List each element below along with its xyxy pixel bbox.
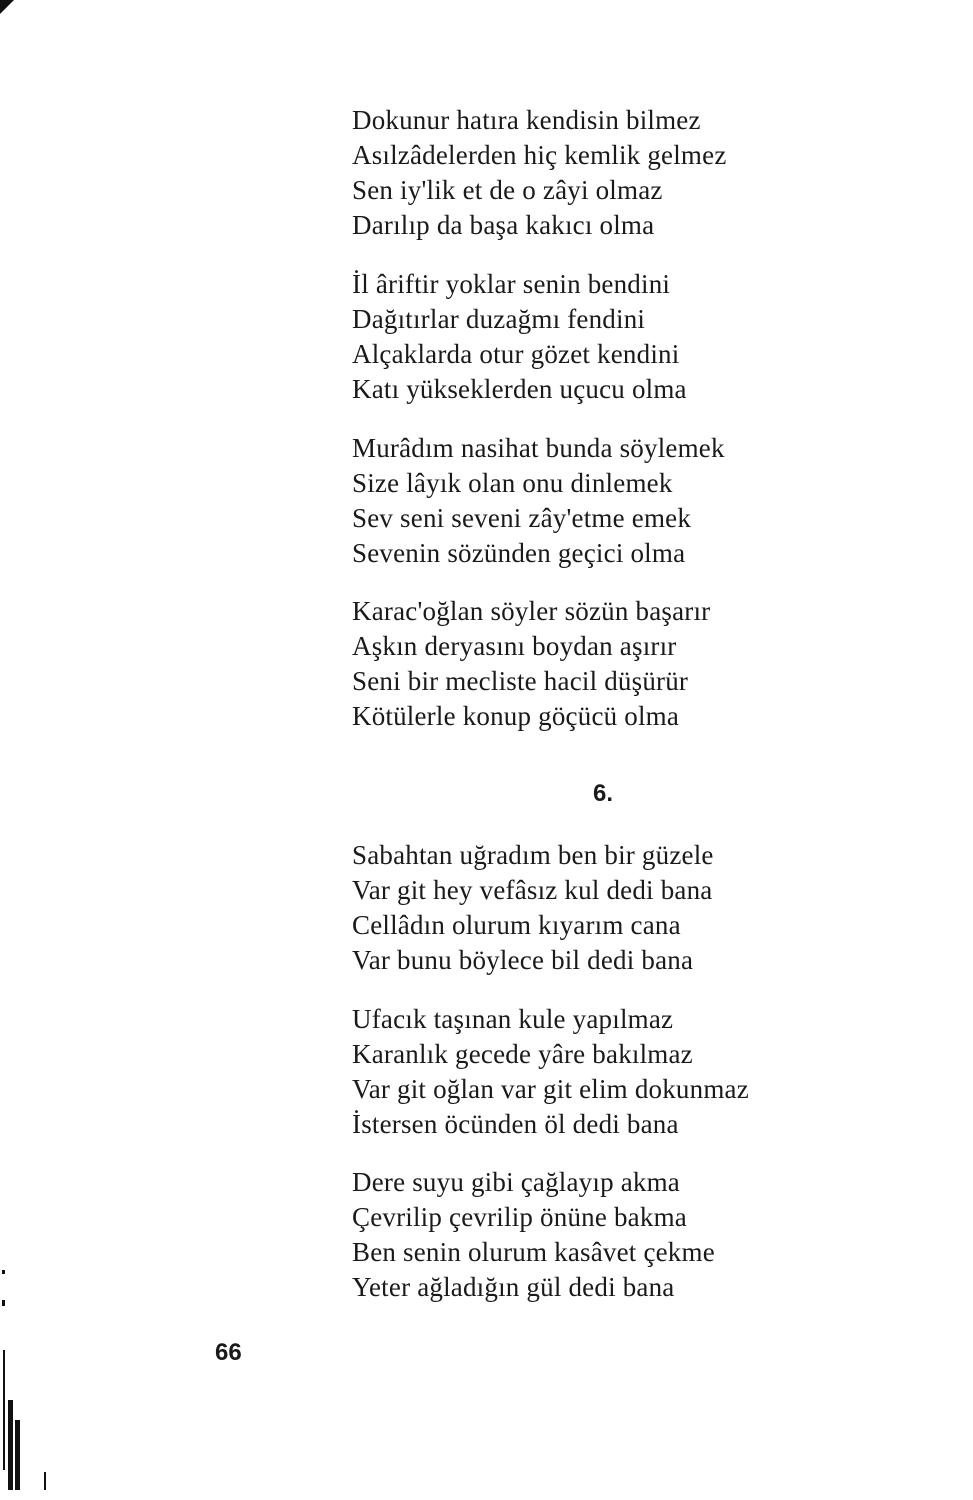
verse-line: Sev seni seveni zây'etme emek — [352, 503, 692, 533]
scan-edge-mark — [15, 1420, 20, 1490]
verse-line: Çevrilip çevrilip önüne bakma — [352, 1202, 687, 1232]
verse-line: Var bunu böylece bil dedi bana — [352, 945, 694, 975]
stanza-1 — [352, 103, 727, 243]
verse-line: Dağıtırlar duzağmı fendini — [352, 304, 646, 334]
verse-line: Alçaklarda otur gözet kendini — [352, 339, 680, 369]
verse-line: Dokunur hatıra kendisin bilmez — [352, 105, 701, 135]
stanza-2 — [352, 267, 687, 407]
verse-line: Sabahtan uğradım ben bir güzele — [352, 840, 714, 870]
verse-line: Darılıp da başa kakıcı olma — [352, 210, 655, 240]
verse-line: Dere suyu gibi çağlayıp akma — [352, 1167, 680, 1197]
verse-line: Yeter ağladığın gül dedi bana — [352, 1272, 675, 1302]
verse-line: Sevenin sözünden geçici olma — [352, 538, 686, 568]
verse-line: Seni bir mecliste hacil düşürür — [352, 666, 689, 696]
scan-corner-mark — [0, 0, 14, 14]
verse-line: Var git oğlan var git elim dokunmaz — [352, 1074, 749, 1104]
verse-line: Cellâdın olurum kıyarım cana — [352, 910, 681, 940]
stanza-5 — [352, 838, 714, 978]
stanza-7 — [352, 1165, 715, 1305]
scan-edge-mark — [2, 1300, 5, 1306]
poem-number: 6. — [593, 780, 614, 807]
verse-line: Kötülerle konup göçücü olma — [352, 701, 680, 731]
stanza-4 — [352, 594, 710, 734]
page-number: 66 — [215, 1339, 242, 1366]
stanza-6 — [352, 1002, 749, 1142]
verse-line: İl âriftir yoklar senin bendini — [352, 269, 671, 299]
verse-line: Ben senin olurum kasâvet çekme — [352, 1237, 715, 1267]
verse-line: Aşkın deryasını boydan aşırır — [352, 631, 677, 661]
verse-line: Ufacık taşınan kule yapılmaz — [352, 1004, 674, 1034]
scan-edge-mark — [8, 1400, 13, 1490]
scan-edge-mark — [44, 1472, 46, 1490]
scan-edge-mark — [2, 1270, 5, 1274]
verse-line: Asılzâdelerden hiç kemlik gelmez — [352, 140, 727, 170]
verse-line: Katı yükseklerden uçucu olma — [352, 374, 687, 404]
verse-line: Size lâyık olan onu dinlemek — [352, 468, 673, 498]
verse-line: Karac'oğlan söyler sözün başarır — [352, 596, 711, 626]
verse-line: Sen iy'lik et de o zâyi olmaz — [352, 175, 663, 205]
verse-line: Karanlık gecede yâre bakılmaz — [352, 1039, 693, 1069]
scan-edge-mark — [3, 1350, 5, 1470]
verse-line: Murâdım nasihat bunda söylemek — [352, 433, 725, 463]
verse-line: İstersen öcünden öl dedi bana — [352, 1109, 679, 1139]
verse-line: Var git hey vefâsız kul dedi bana — [352, 875, 713, 905]
stanza-3 — [352, 431, 725, 571]
